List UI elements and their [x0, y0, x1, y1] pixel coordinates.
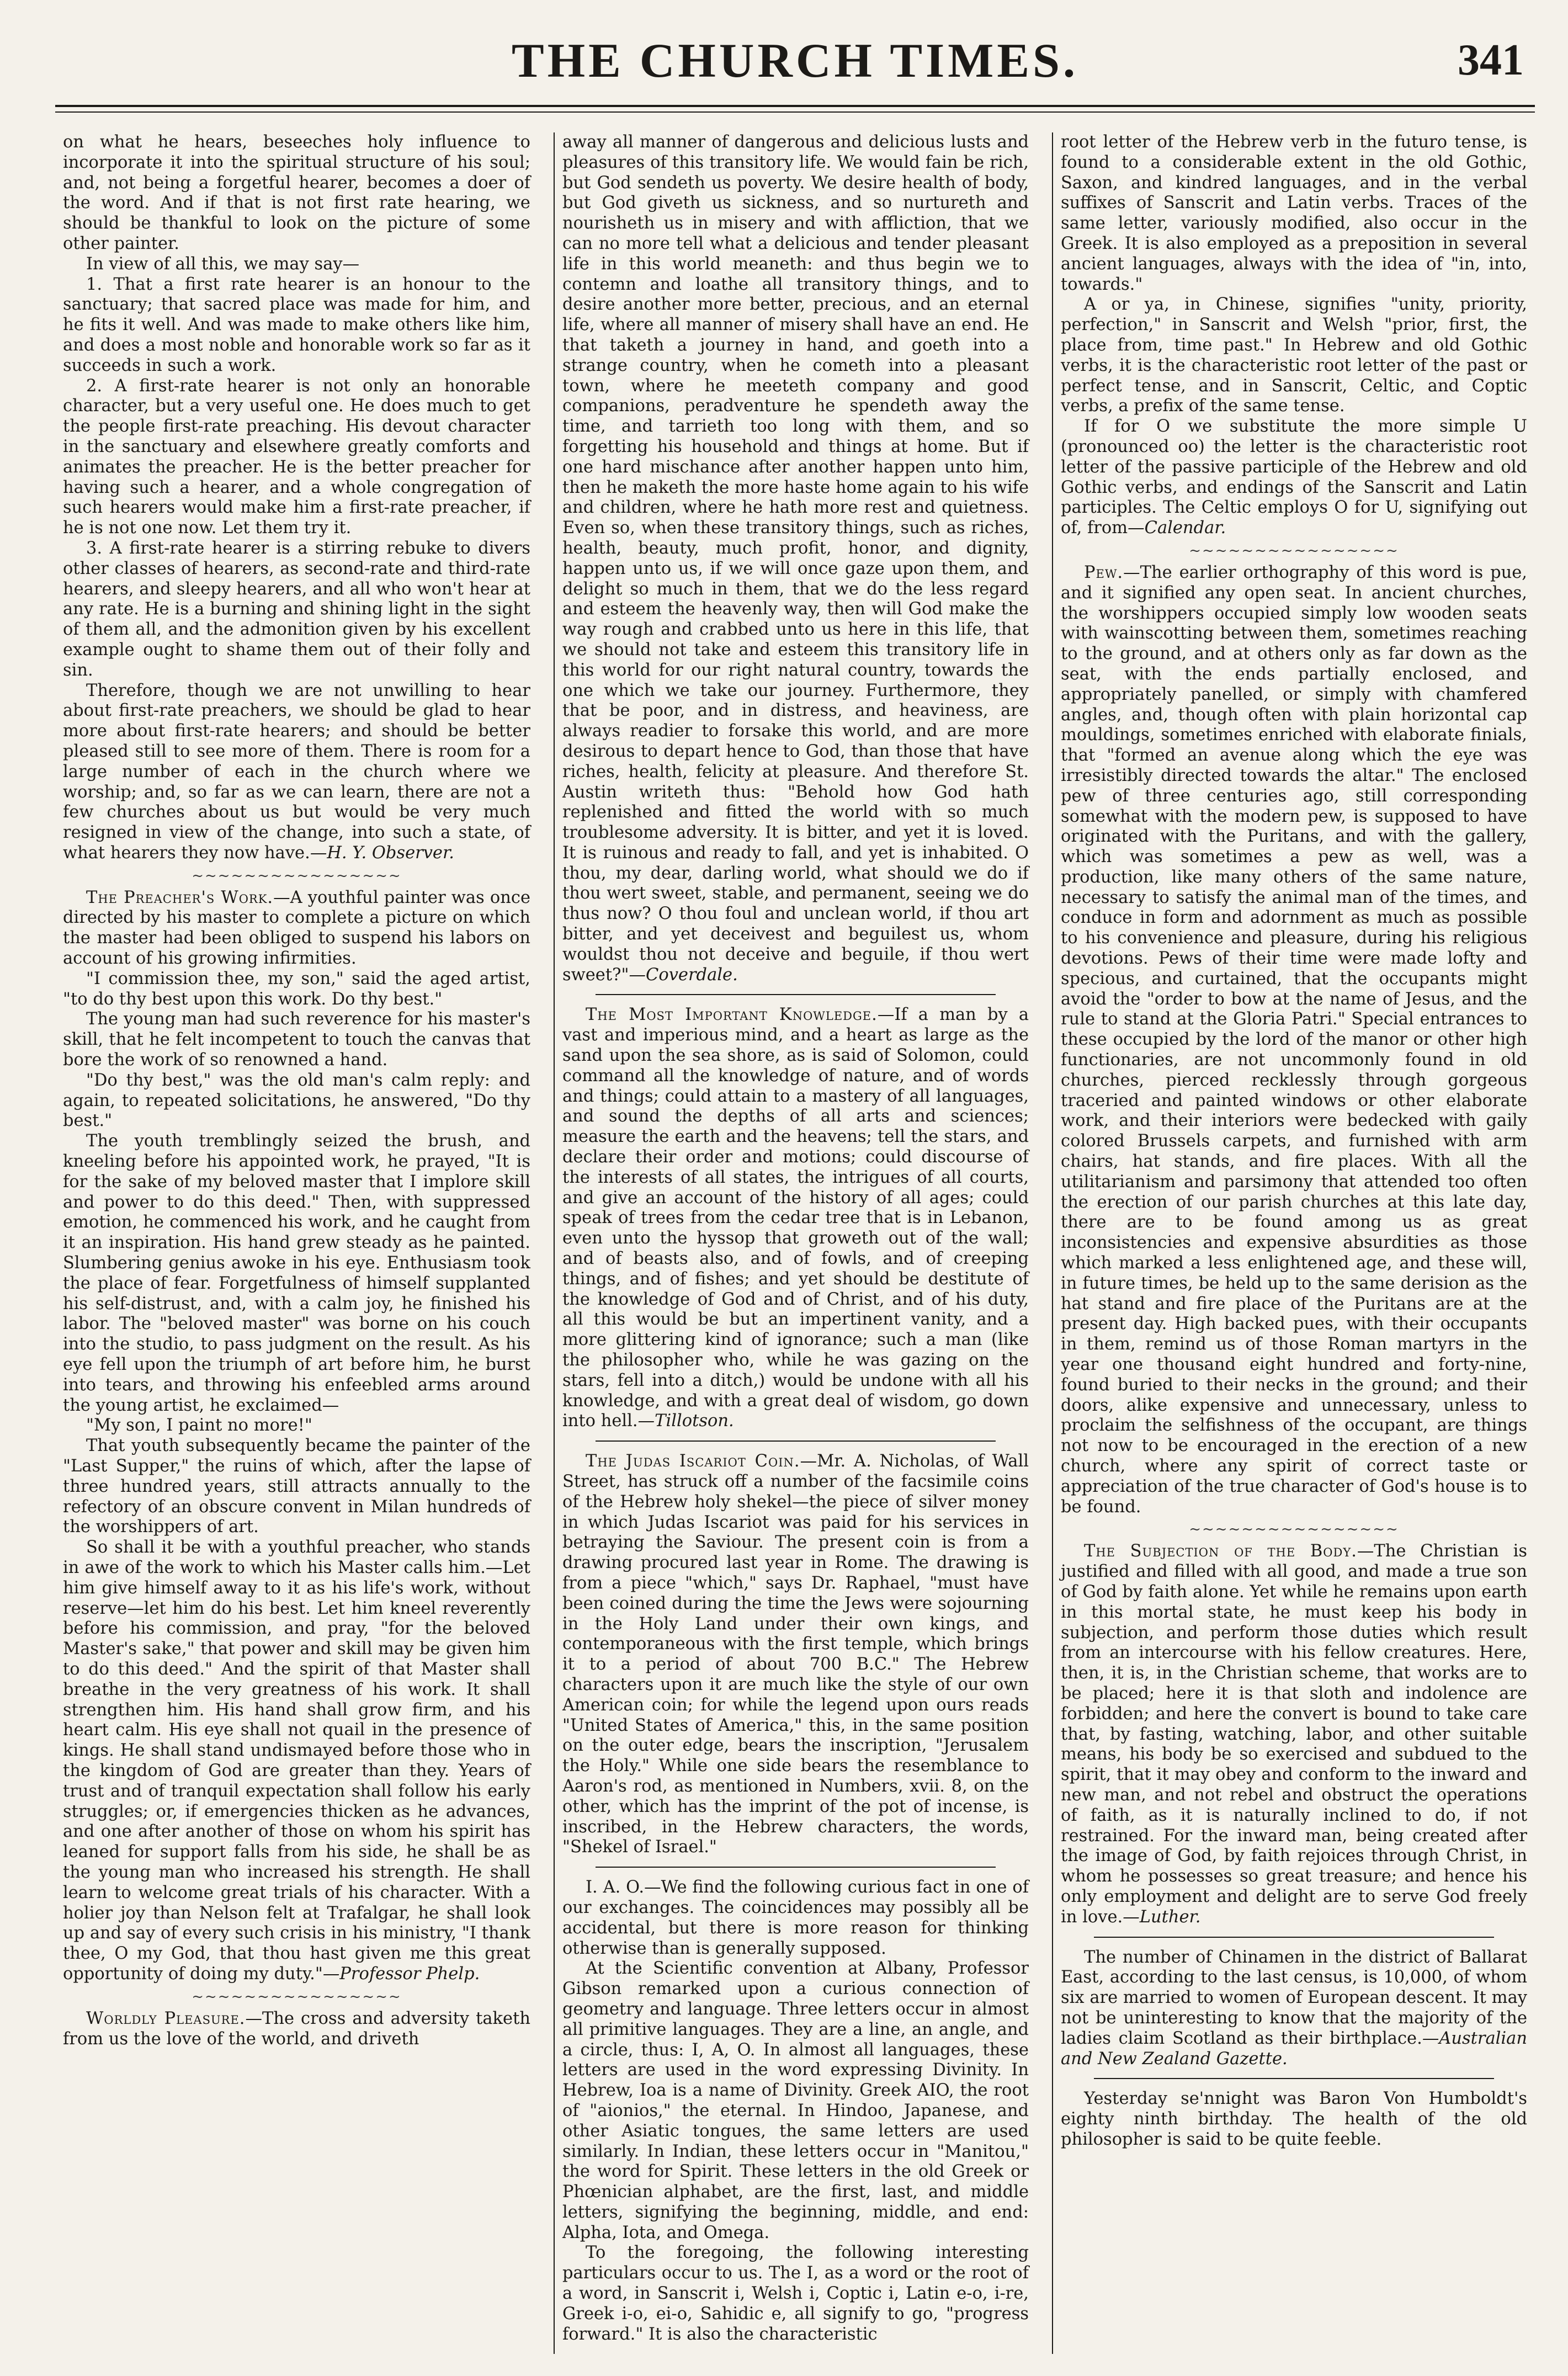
section-rule — [596, 1441, 996, 1442]
paragraph: To the foregoing, the following interesting particulars occur to us. The I, as a word or the root of a word, in Sanscrit i, Welsh i, Coptic i, Latin e-o, i-re, Greek i-o, ei-o, Sahidic e, all signify to go, "progress forward." It is also the characteristic — [562, 2243, 1029, 2344]
newspaper-title: THE CHURCH TIMES. — [512, 34, 1078, 88]
section-rule — [596, 994, 996, 995]
masthead — [55, 22, 1535, 107]
paragraph: "I commission thee, my son," said the aged artist, "to do thy best upon this work. Do thy best." — [63, 969, 530, 1009]
paragraph: 3. A first-rate hearer is a stirring rebuke to divers other classes of hearers, as second-rate and third-rate hearers, and sleepy hearers, and all who won't hear at any rate. He is a burning and shining light in the sight of them all, and the admonition given by his excellent example ought to shame them out of their folly and sin. — [63, 538, 530, 680]
paragraph-text: away all manner of dangerous and delicious lusts and pleasures of this transitory life. We would fain be rich, but God sendeth us poverty. We desire health of body, but God giveth us sickness, and so nurtureth and nourisheth us in misery and with affliction, that we can no more tell what a delicious and tender pleasant life in this world meaneth: and thus begin we to contemn and loathe all transitory things, and to desire another more better, precious, and an eternal life, where all manner of misery shall have an end. He that taketh a journey in hand, and goeth into a strange country, when he cometh into a pleasant town, where he meeteth company and good companions, peradventure he spendeth away the time, and tarrieth too long with them, and so forgetting his household and things at home. But if one hard mischance after another happen unto him, then he maketh the more haste home again to his wife and children, where he hath more rest and quietness. Even so, when these transitory things, such as riches, health, beauty, much profit, honor, and dignity, happen unto us, if we will once gaze upon them, and delight so much in them, that we do the less regard and esteem the heavenly way, then will God make the way rough and crabbed unto us here in this life, that we should not take and esteem this transitory life in this world for our right natural country, towards the one which we take our journey. Furthermore, they that be poor, and in distress, and heaviness, are always readier to forsake this world, and are more desirous to depart hence to God, than those that have riches, health, felicity at pleasure. And therefore St. Austin writeth thus: "Behold how God hath replenished and fitted the world with so much troublesome adversity. It is bitter, and yet it is loved. It is ruinous and ready to fall, and yet is inhabited. O thou, my dear, darling world, what should we do if thou wert sweet, stable, and permanent, seeing we do thus now? O thou foul and unclean world, if thou art bitter, and yet deceivest and beguilest us, whom wouldst thou not deceive and beguile, if thou wert sweet?" — [562, 132, 1029, 985]
section-rule — [1094, 1937, 1494, 1938]
paragraph-text: The number of Chinamen in the district of Ballarat East, according to the last census, is 10,000, of whom six are married to women of European descent. It may not be uninteresting to know that the majority of the ladies claim Scotland as their birthplace. — [1061, 1947, 1527, 2048]
paragraph — [1061, 563, 1527, 1517]
paragraph-text: If for O we substitute the more simple U (pronounced oo) the letter is the characteristic root letter of the passive participle of the Hebrew and old Gothic verbs, and endings of the Sanscrit and Latin participles. The Celtic employs O for U, signifying out of, from — [1061, 417, 1527, 538]
paragraph: The young man had such reverence for his master's skill, that he felt incompetent to touch the canvas that bore the work of so renowned a hand. — [63, 1009, 530, 1070]
paragraph-text: —The cross and adversity taketh from us the love of the world, and driveth — [63, 2008, 530, 2049]
page-number: 341 — [1458, 36, 1524, 84]
paragraph — [63, 888, 530, 969]
paragraph-text: —We find the following curious fact in one of our exchanges. The coincidences may possibly all be accidental, but there is more reason for thinking otherwise than is generally supposed. — [562, 1878, 1029, 1958]
attribution: —Australian and New Zealand Gazette. — [1061, 2028, 1527, 2069]
paragraph-text: —The Christian is justified and filled with all good, and made a true son of God by faith alone. Yet while he remains upon earth in this mortal state, he must keep his body in subjection, and perform those duties which result from an intercourse with his fellow creatures. Here, then, it is, in the Christian scheme, that works are to be placed; here it is that sloth and indolence are forbidden; and here the convert is bound to take care that, by fasting, watching, labor, and other suitable means, his body be so exercised and subdued to the spirit, that it may obey and conform to the inward and new man, and not rebel and obstruct the operations of faith, as it is naturally inclined to do, if not restrained. For the inward man, being created after the image of God, by faith rejoices through Christ, in whom he possesses so great treasure; and hence his only employment and delight are to serve God freely in love. — [1061, 1542, 1527, 1927]
article-heading: The Subjection of the Body. — [1084, 1542, 1357, 1561]
section-separator: ~~~~~~~~~~~~~~~~ — [192, 1988, 402, 2005]
paragraph: Yesterday se'nnight was Baron Von Humboldt's eighty ninth birthday. The health of the old philosopher is said to be quite feeble. — [1061, 2089, 1527, 2149]
paragraph: That youth subsequently became the painter of the "Last Supper," the ruins of which, after the lapse of three hundred years, still attracts annually to the refectory of an obscure convent in Milan hundreds of the worshippers of art. — [63, 1436, 530, 1537]
masthead-rule — [55, 111, 1535, 113]
paragraph — [63, 681, 530, 864]
article-heading: The Most Important Knowledge. — [586, 1005, 878, 1025]
section-rule — [596, 1867, 996, 1868]
section-separator: ~~~~~~~~~~~~~~~~ — [192, 867, 402, 884]
section-separator: ~~~~~~~~~~~~~~~~ — [1189, 542, 1399, 559]
paragraph — [562, 1452, 1029, 1858]
paragraph: on what he hears, beseeches holy influence to incorporate it into the spiritual structure of his soul; and, not being a forgetful hearer, becomes a doer of the word. And if that is not first rate hearing, we should be thankful to look on the picture of some other painter. — [63, 132, 530, 253]
paragraph: At the Scientific convention at Albany, Professor Gibson remarked upon a curious connection of geometry and language. Three letters occur in almost all primitive languages. They are a line, an angle, and a circle, thus: I, A, O. In almost all languages, these letters are used in the word expressing Divinity. In Hebrew, Ioa is a name of Divinity. Greek AIO, the root of "aionios," the eternal. In Hindoo, Japanese, and other Asiatic tongues, the same letters are used similarly. In Indian, these letters occur in "Manitou," the word for Spirit. These letters in the old Greek or Phœnician alphabet, are the first, last, and middle letters, signifying the beginning, middle, and end: Alpha, Iota, and Omega. — [562, 1959, 1029, 2242]
paragraph — [63, 2009, 530, 2050]
attribution: —Luther. — [1123, 1907, 1201, 1927]
paragraph — [1061, 1948, 1527, 2070]
attribution: —Coverdale. — [629, 965, 738, 985]
paragraph: The youth tremblingly seized the brush, and kneeling before his appointed work, he prayed, "It is for the sake of my beloved master that I implore skill and power to do this deed." Then, with suppressed emotion, he commenced his work, and he caught from it an inspiration. His hand grew steady as he painted. Slumbering genius awoke in his eye. Enthusiasm took the place of fear. Forgetfulness of himself supplanted his self-distrust, and, with a calm joy, he finished his labor. The "beloved master" was borne on his couch into the studio, to pass judgment on the result. As his eye fell upon the triumph of art before him, he burst into tears, and throwing his enfeebled arms around the young artist, he exclaimed— — [63, 1131, 530, 1415]
paragraph: "Do thy best," was the old man's calm reply: and again, to repeated solicitations, he answered, "Do thy best." — [63, 1070, 530, 1131]
paragraph — [562, 1878, 1029, 1959]
section-rule — [1094, 2078, 1494, 2079]
attribution: —Calendar. — [1128, 518, 1226, 538]
article-heading: Pew. — [1084, 562, 1124, 582]
column-2 — [554, 132, 1037, 2354]
paragraph-text: So shall it be with a youthful preacher, who stands in awe of the work to which his Master calls him.—Let him give himself away to it as his life's work, without reserve—let him do his best. Let him kneel reverently before his commission, and pray, "for the beloved Master's sake," that power and skill may be given him to do this deed." And the spirit of that Master shall breathe in the very greatness of his work. It shall strengthen him. His hand shall grow firm, and his heart calm. His eye shall not quail in the presence of kings. He shall stand undismayed before those who in the kingdom of God are greater than they. Years of trust and of tranquil expectation shall follow his early struggles; or, if emergencies thicken as he advances, and one after another of those on whom his spirit has leaned for support falls from his side, he shall be as the young man who increased his strength. He shall learn to welcome great trials of his character. With a holier joy than Nelson felt at Trafalgar, he shall look up and say of every such crisis in his ministry, "I thank thee, O my God, that thou hast given me this great opportunity of doing my duty." — [63, 1538, 530, 1984]
paragraph — [562, 1005, 1029, 1432]
paragraph-text: —If a man by a vast and imperious mind, and a heart as large as the sand upon the sea shore, as is said of Solomon, could command all the knowledge of nature, and of words and things; could attain to a mastery of all languages, and sound the depths of all arts and sciences; measure the earth and the heavens; tell the stars, and declare their order and motions; could discourse of the interests of all states, the intrigues of all courts, and give an account of the history of all ages; could speak of trees from the cedar tree that is in Lebanon, even unto the hyssop that groweth out of the wall; and of beasts also, and of fowls, and of creeping things, and of fishes; and yet should be destitute of the knowledge of God and of Christ, and of his duty, all this would be but an impertinent vanity, and a more glittering kind of ignorance; such a man (like the philosopher who, while he was gazing on the stars, fell into a ditch,) would be undone with all his knowledge, and with a great deal of wisdom, go down into hell. — [562, 1005, 1029, 1431]
paragraph-text: —The earlier orthography of this word is pue, and it signified any open seat. In ancient churches, the worshippers occupied simply low wooden seats with wainscotting between them, sometimes reaching to the ground, and at others only as far down as the seat, with the ends partially enclosed, and appropriately panelled, or simply with chamfered angles, and, though often with plain horizontal cap mouldings, sometimes enriched with elaborate finials, that "formed an avenue along which the eye was irresistibly directed towards the altar." The enclosed pew of three centuries ago, still corresponding somewhat with the modern pew, is supposed to have originated with the Puritans, and with the gallery, which was sometimes a pew as well, was a production, like many others of the same nature, necessary to satisfy the animal man of the times, and conduce in form and adornment as much as possible to his convenience and pleasure, during his religious devotions. Pews of their time were made lofty and specious, and curtained, that the occupants might avoid the "order to bow at the name of Jesus, and the rule to stand at the Gloria Patri." Special entrances to these occupied by the lord of the manor or other high functionaries, are not uncommonly found in old churches, pierced recklessly through gorgeous traceried and painted windows or other elaborate work, and their interiors were bedecked with gaily colored Brussels carpets, and furnished with arm chairs, hat stands, and fire places. With all the utilitarianism and parsimony that attended too often the erection of our parish churches at this late day, there are to be found among us as great inconsistencies and expensive absurdities as those which marked a less enlightened age, and these will, in future times, be held up to the same derision as the hat stand and fire place of the Puritans are at the present day. High backed pues, with their occupants in them, remind us of those Roman martyrs in the year one thousand eight hundred and forty-nine, found buried to their necks in the ground; and their doors, alike expensive and unnecessary, unless to proclaim the selfishness of the occupant, are things not now to be encouraged in the erection of a new church, where any spirit of correct taste or appreciation of the true character of God's house is to be found. — [1061, 562, 1527, 1517]
paragraph: 2. A first-rate hearer is not only an honorable character, but a very useful one. He does much to get the people first-rate preaching. His devout character in the sanctuary and elsewhere greatly comforts and animates the preacher. He is the better preacher for having such a hearer, and a whole congregation of such hearers would make him a first-rate preacher, if he is not one now. Let them try it. — [63, 376, 530, 538]
paragraph-text: —A youthful painter was once directed by his master to complete a picture on which the master had been obliged to suspend his labors on account of his growing infirmities. — [63, 887, 530, 969]
paragraph: In view of all this, we may say— — [86, 254, 360, 274]
article-columns — [55, 132, 1535, 2354]
article-heading: I. A. O. — [586, 1878, 645, 1897]
column-3 — [1052, 132, 1535, 2354]
paragraph: root letter of the Hebrew verb in the futuro tense, is found to a considerable extent in the old Gothic, Saxon, and kindred languages, and in the verbal suffixes of Sanscrit and Latin verbs. Traces of the same letter, variously modified, also occur in the Greek. It is also employed as a preposition in several ancient languages, always with the idea of "in, into, towards." — [1061, 132, 1527, 294]
paragraph: 1. That a first rate hearer is an honour to the sanctuary; that sacred place was made for him, and he fits it well. And was made to make others like him, and does a most noble and honorable work so far as it succeeds in such a work. — [63, 274, 530, 375]
paragraph: "My son, I paint no more!" — [86, 1416, 312, 1436]
article-heading: Worldly Pleasure. — [86, 2008, 246, 2028]
paragraph — [1061, 417, 1527, 539]
column-1 — [55, 132, 538, 2354]
paragraph-text: —Mr. A. Nicholas, of Wall Street, has struck off a number of the facsimile coins of the Hebrew holy shekel—the piece of silver money in which Judas Iscariot was paid for his services in betraying the Saviour. The present coin is from a drawing procured last year in Rome. The drawing is from a piece "which," says Dr. Raphael, "must have been coined during the time the Jews were sojourning in the Holy Land under their own kings, and contemporaneous with the first temple, which brings it to a period of about 700 B.C." The Hebrew characters upon it are much like the style of our own American coin; for while the legend upon ours reads "United States of America," this, in the same position on the outer edge, bears the inscription, "Jerusalem the Holy." While one side bears the resemblance to Aaron's rod, as mentioned in Numbers, xvii. 8, on the other, which has the imprint of the pot of incense, is inscribed, in the Hebrew characters, the words, "Shekel of Israel." — [562, 1452, 1029, 1857]
article-heading: The Judas Iscariot Coin. — [586, 1452, 800, 1471]
paragraph — [63, 1538, 530, 1985]
paragraph — [1061, 1542, 1527, 1927]
attribution: —H. Y. Observer. — [310, 843, 454, 863]
paragraph: A or ya, in Chinese, signifies "unity, priority, perfection," in Sanscrit and Welsh "prior, first, the place from, time past." In Hebrew and old Gothic verbs, it is the characteristic root letter of the past or perfect tense, and in Sanscrit, Celtic, and Coptic verbs, a prefix of the same tense. — [1061, 295, 1527, 416]
article-heading: The Preacher's Work. — [86, 887, 274, 907]
paragraph-text: Therefore, though we are not unwilling to hear about first-rate preachers, we should be glad to hear more about first-rate hearers; and should be better pleased still to see more of them. There is room for a large number of each in the church where we worship; and, so far as we can learn, there are not a few churches about us but would be very much resigned in view of the change, into such a state, of what hearers they now have. — [63, 681, 530, 863]
paragraph — [562, 132, 1029, 985]
section-separator: ~~~~~~~~~~~~~~~~ — [1189, 1521, 1399, 1538]
attribution: —Tillotson. — [637, 1411, 734, 1431]
attribution: —Professor Phelp. — [322, 1964, 480, 1984]
